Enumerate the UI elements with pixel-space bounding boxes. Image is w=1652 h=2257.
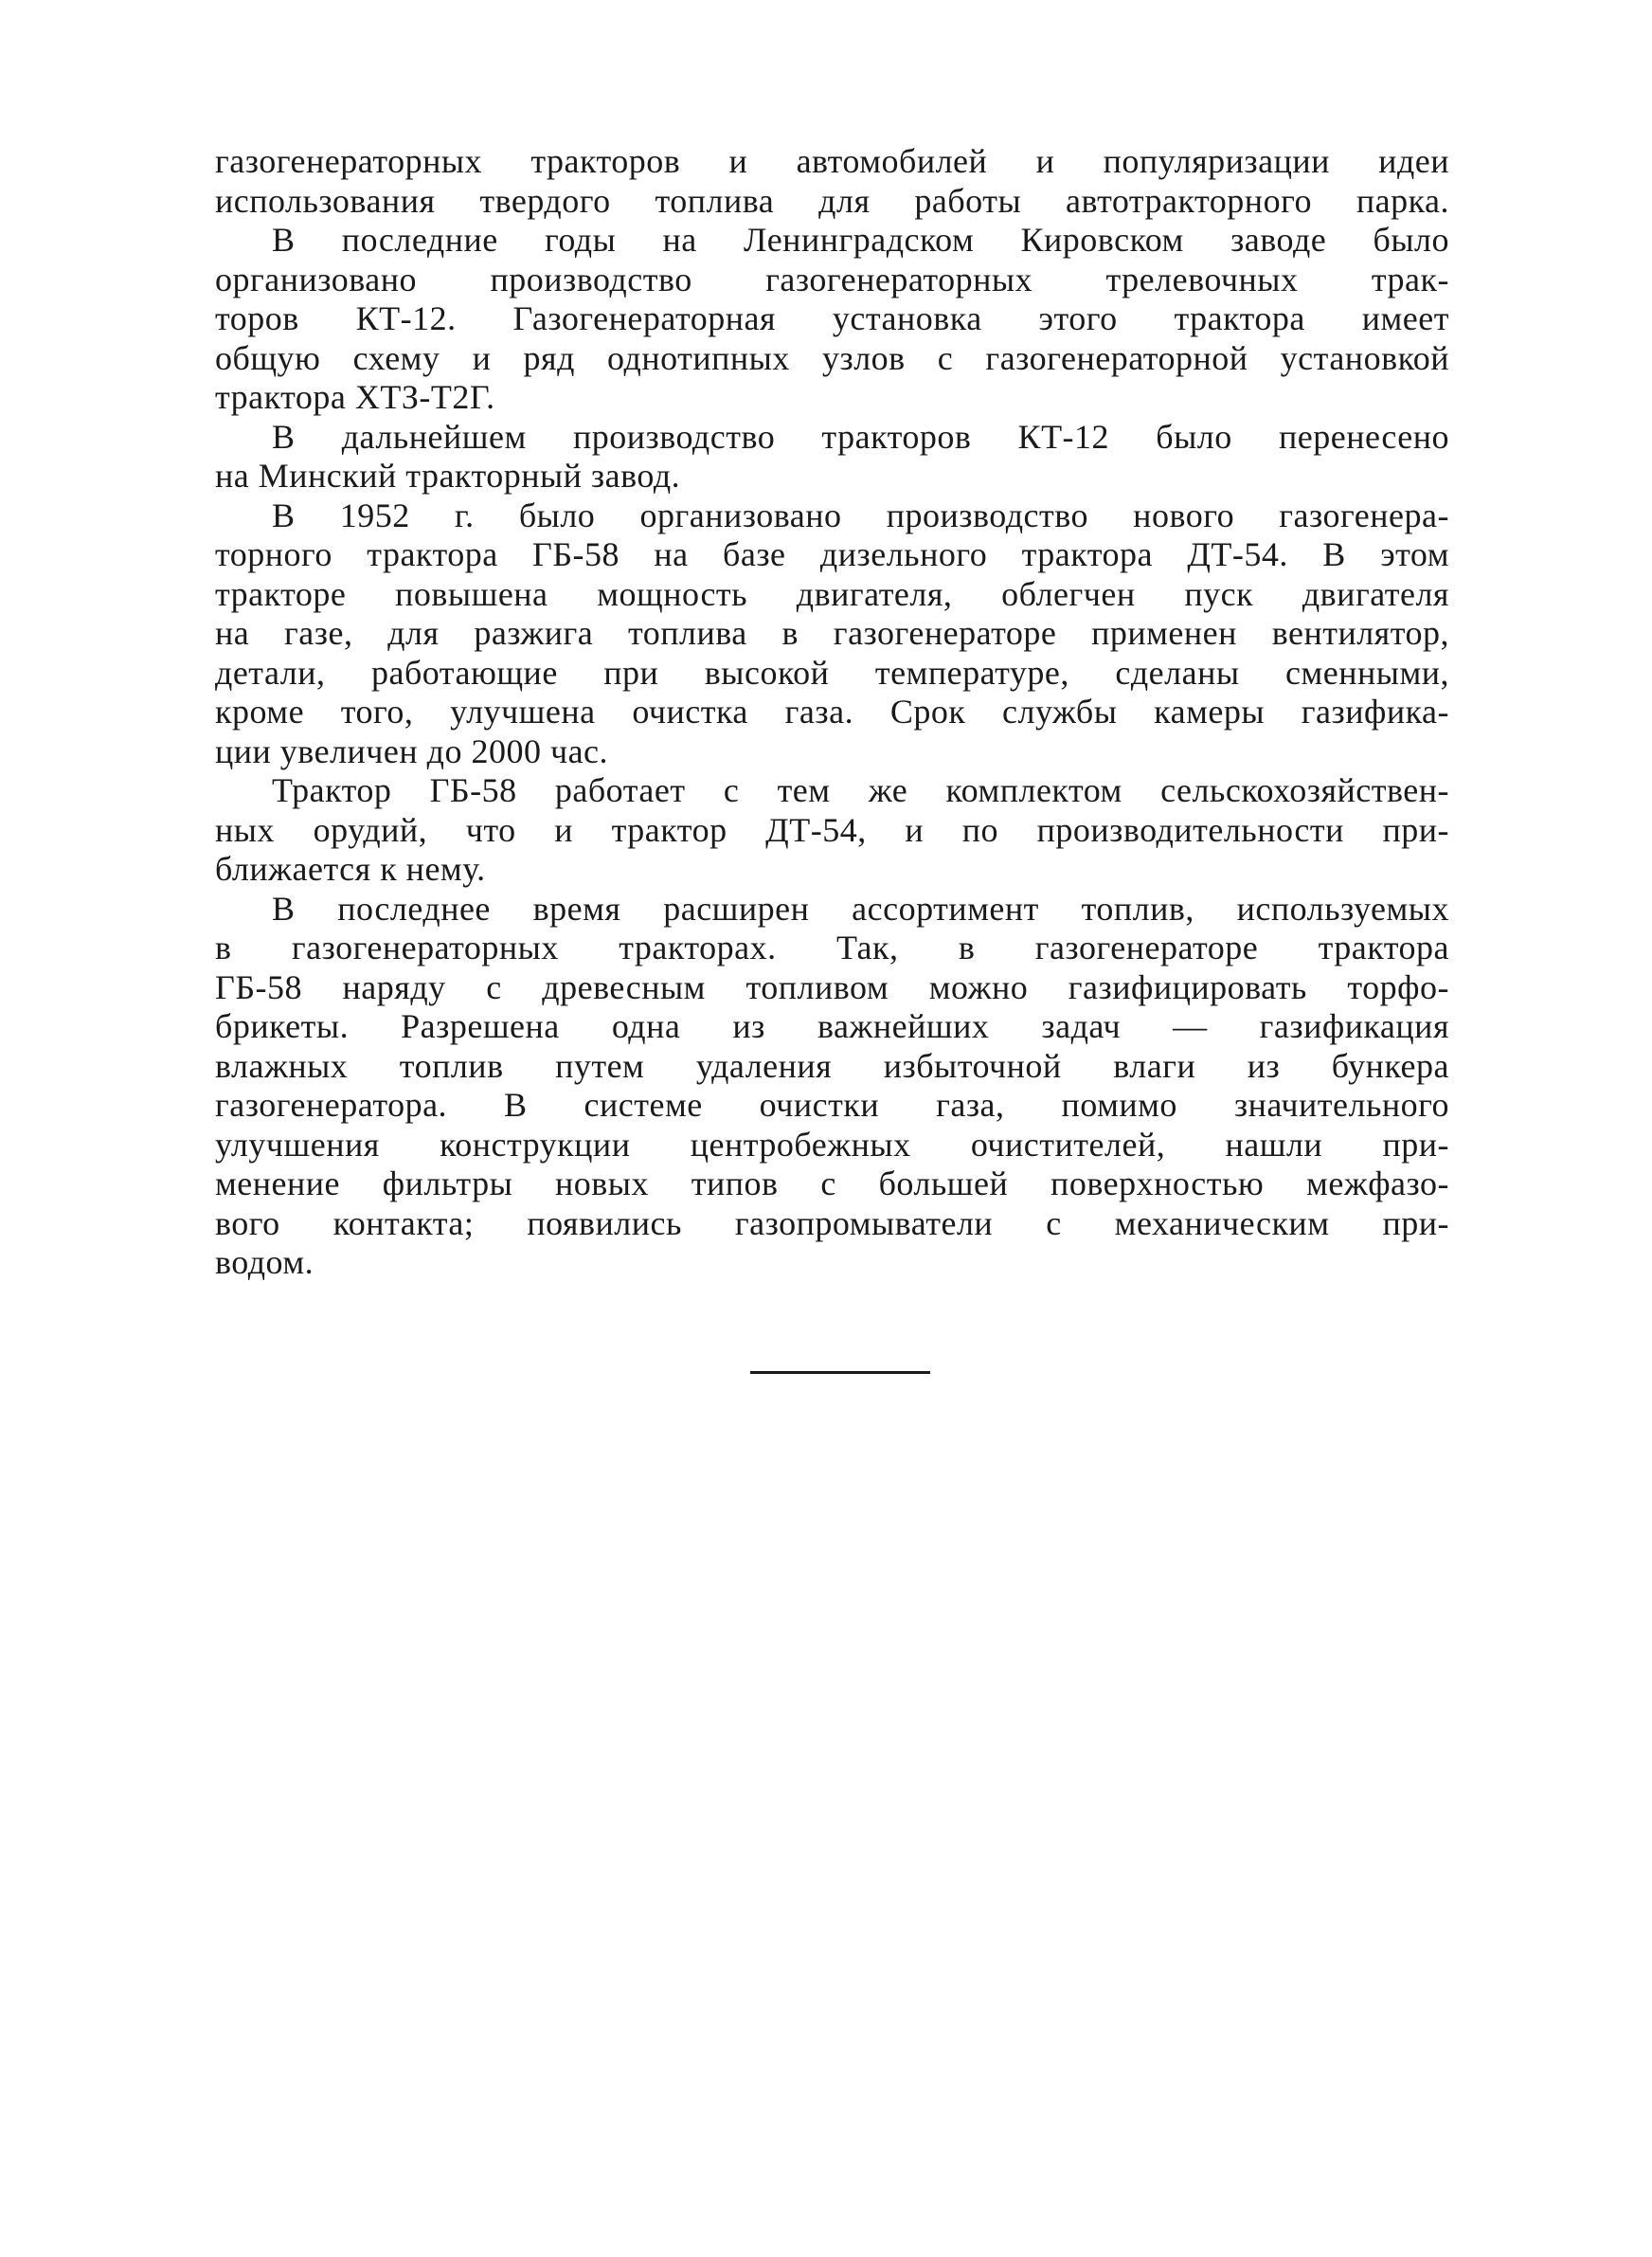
text-line: менение фильтры новых типов с большей поверхностью межфазо- (215, 1165, 1449, 1202)
text-line: тракторе повышена мощность двигателя, облегчен пуск двигателя (215, 574, 1449, 613)
paragraph-6 (215, 890, 1449, 1283)
text-line: В последние годы на Ленинградском Кировском заводе было (272, 221, 1449, 259)
text-line: ближается к нему. (215, 850, 486, 888)
text-line: вого контакта; появились газопромыватели с механическим при- (215, 1203, 1449, 1242)
text-line: В последнее время расширен ассортимент топлив, используемых (272, 889, 1449, 928)
text-line: Трактор ГБ-58 работает с тем же комплектом сельскохозяйствен- (272, 771, 1449, 809)
text-line: газогенераторных тракторов и автомобилей и популяризации идеи (215, 142, 1449, 180)
text-line: улучшения конструкции центробежных очистителей, нашли при- (215, 1125, 1449, 1164)
text-line: организовано производство газогенераторных трелевочных трак- (215, 260, 1449, 298)
text-line: трактора ХТЗ-Т2Г. (215, 378, 495, 416)
paragraph-5 (215, 771, 1449, 890)
text-line: ции увеличен до 2000 час. (215, 731, 609, 770)
text-line: водом. (215, 1243, 314, 1281)
text-line: на Минский тракторный завод. (215, 457, 681, 495)
paragraph-1 (215, 142, 1449, 221)
body-text (215, 142, 1449, 1283)
text-line: общую схему и ряд однотипных узлов с газогенераторной установкой (215, 338, 1449, 377)
text-line: в газогенераторных тракторах. Так, в газогенераторе трактора (215, 929, 1449, 966)
text-line: В 1952 г. было организовано производство нового газогенера- (272, 496, 1449, 534)
text-line: на газе, для разжига топлива в газогенераторе применен вентилятор, (215, 614, 1449, 652)
paragraph-3 (215, 418, 1449, 497)
text-line: кроме того, улучшена очистка газа. Срок службы камеры газифика- (215, 693, 1449, 731)
text-line: В дальнейшем производство тракторов КТ-12 было перенесено (272, 417, 1449, 456)
paragraph-2 (215, 221, 1449, 418)
paragraph-4 (215, 497, 1449, 772)
text-line: брикеты. Разрешена одна из важнейших задач — газификация (215, 1007, 1449, 1045)
text-line: газогенератора. В системе очистки газа, помимо значительного (215, 1086, 1449, 1124)
text-line: детали, работающие при высокой температуре, сделаны сменными, (215, 653, 1449, 692)
text-line: ных орудий, что и трактор ДТ-54, и по производительности при- (215, 810, 1449, 849)
text-line: торного трактора ГБ-58 на базе дизельного трактора ДТ-54. В этом (215, 535, 1449, 573)
text-line: торов КТ-12. Газогенераторная установка этого трактора имеет (215, 299, 1449, 337)
text-line: ГБ-58 наряду с древесным топливом можно газифицировать торфо- (215, 967, 1449, 1006)
text-line: влажных топлив путем удаления избыточной влаги из бункера (215, 1046, 1449, 1085)
section-end-rule (750, 1371, 930, 1374)
text-line: использования твердого топлива для работы автотракторного парка. (215, 181, 1449, 220)
